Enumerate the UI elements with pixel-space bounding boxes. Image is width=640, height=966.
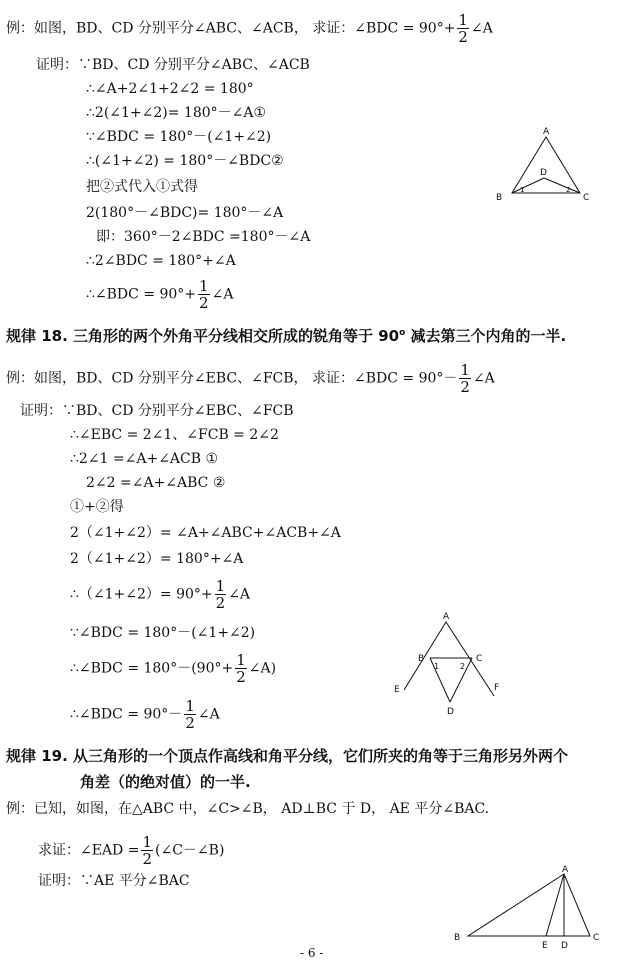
rule-18-title: 规律 18. 三角形的两个外角平分线相交所成的锐角等于 90$^o$ 减去第三个内角的一半.: [6, 327, 567, 345]
proof-17-line-9: ∴2∠BDC = 180°+∠A: [86, 253, 236, 269]
label-2: 2: [566, 186, 571, 194]
figure-18-triangle: [390, 610, 510, 720]
proof-17-line-5: ∴(∠1+∠2) = 180°－∠BDC②: [86, 153, 284, 169]
fraction-half: $\frac{1}{2}$: [185, 697, 195, 732]
label-d: D: [447, 707, 454, 717]
label-1: 1: [520, 186, 525, 194]
label-a: A: [543, 127, 550, 137]
proof-18-line-2: ∴∠EBC = 2∠1、∠FCB = 2∠2: [70, 427, 279, 443]
fraction-half: $\frac{1}{2}$: [458, 11, 468, 46]
triangle-abc: [512, 137, 580, 193]
triangle-abc: [468, 874, 590, 936]
rule-19-title-line-2: 角差（的绝对值）的一半.: [80, 773, 251, 791]
proof-18-line-7: 2（∠1+∠2）= 180°+∠A: [70, 551, 244, 567]
fraction-half: $\frac{1}{2}$: [460, 361, 470, 396]
page-number: - 6 -: [300, 946, 324, 960]
proof-18-line-8: ∴（∠1+∠2）= 90°+ $\frac{1}{2}$ ∠A: [70, 577, 251, 612]
label-d: D: [561, 941, 568, 951]
example-17-statement: 例：如图，BD、CD 分别平分∠ABC、∠ACB， 求证：∠BDC = 90°+ $\frac{1}{2}$ ∠A: [6, 11, 493, 46]
proof-18-line-6: 2（∠1+∠2）= ∠A+∠ABC+∠ACB+∠A: [70, 525, 341, 541]
fraction-half: $\frac{1}{2}$: [199, 277, 209, 312]
label-d: D: [540, 168, 547, 178]
label-e: E: [542, 941, 548, 951]
proof-17-line-7: 2(180°－∠BDC)= 180°－∠A: [86, 205, 284, 221]
label-e: E: [394, 685, 400, 695]
line-bd: [430, 658, 450, 702]
proof-18-line-9: ∵∠BDC = 180°－(∠1+∠2): [70, 625, 256, 641]
example-18-statement: 例：如图，BD、CD 分别平分∠EBC、∠FCB， 求证：∠BDC = 90°－ $\frac{1}{2}$ ∠A: [6, 361, 495, 396]
label-c: C: [583, 193, 590, 203]
bisector-cd: [544, 178, 580, 193]
label-b: B: [496, 193, 503, 203]
proof-17-line-6: 把②式代入①式得: [86, 179, 198, 195]
fraction-half: $\frac{1}{2}$: [236, 651, 246, 686]
proof-17-line-2: ∴∠A+2∠1+2∠2 = 180°: [86, 81, 254, 97]
label-a: A: [562, 865, 569, 875]
proof-18-line-3: ∴2∠1 =∠A+∠ACB ①: [70, 451, 219, 467]
proof-18-line-4: 2∠2 =∠A+∠ABC ②: [86, 475, 226, 491]
proof-18-line-1: 证明：∵BD、CD 分别平分∠EBC、∠FCB: [20, 403, 294, 419]
line-af: [446, 622, 494, 696]
proof-17-line-3: ∴2(∠1+∠2)= 180°－∠A①: [86, 105, 267, 121]
fraction-half: $\frac{1}{2}$: [215, 577, 226, 612]
proof-18-line-11: ∴∠BDC = 90°－ $\frac{1}{2}$ ∠A: [70, 697, 220, 732]
proof-18-line-10: ∴∠BDC = 180°－(90°+ $\frac{1}{2}$ ∠A): [70, 651, 277, 686]
label-b: B: [418, 654, 425, 664]
label-b: B: [454, 933, 461, 943]
label-f: F: [494, 683, 500, 693]
figure-17-triangle: [490, 125, 600, 205]
label-c: C: [476, 654, 483, 664]
figure-19-triangle: [450, 862, 610, 951]
proof-17-line-8: 即：360°－2∠BDC =180°－∠A: [96, 229, 311, 245]
fraction-half: $\frac{1}{2}$: [142, 833, 153, 868]
rule-19-title-line-1: 规律 19. 从三角形的一个顶点作高线和角平分线，它们所夹的角等于三角形另外两个: [6, 747, 569, 765]
proof-17-line-1: 证明：∵BD、CD 分别平分∠ABC、∠ACB: [36, 57, 310, 73]
proof-19-line-1: 证明：∵AE 平分∠BAC: [38, 873, 190, 889]
example-19-prove: 求证：∠EAD = $\frac{1}{2}$ (∠C－∠B): [38, 833, 225, 868]
proof-18-line-5: ①+②得: [70, 499, 124, 515]
label-c: C: [593, 933, 600, 943]
proof-17-line-4: ∵∠BDC = 180°－(∠1+∠2): [86, 129, 272, 145]
example-19-statement: 例：已知，如图，在△ABC 中，∠C>∠B， AD⊥BC 于 D， AE 平分∠BAC.: [6, 801, 490, 817]
proof-17-line-10: ∴∠BDC = 90°+ $\frac{1}{2}$ ∠A: [86, 277, 234, 312]
label-1: 1: [434, 662, 440, 671]
label-a: A: [443, 612, 450, 622]
label-2: 2: [460, 662, 466, 671]
